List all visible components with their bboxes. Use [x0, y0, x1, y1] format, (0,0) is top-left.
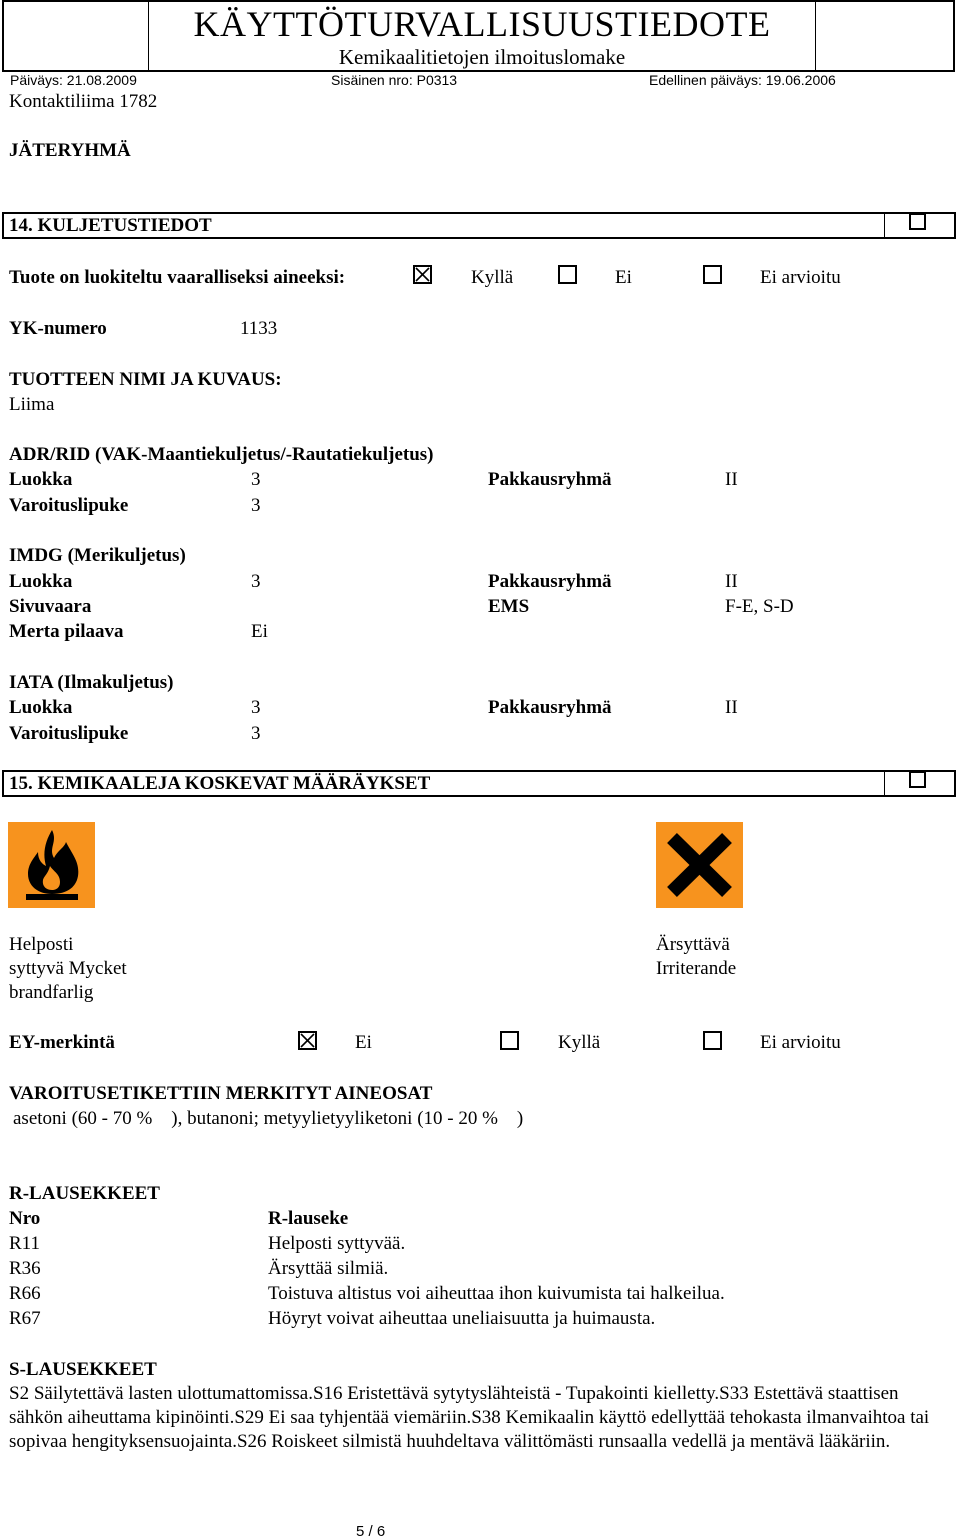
- r-phrase-number: R67: [9, 1308, 41, 1329]
- section-14-checkbox-cell: [884, 212, 954, 239]
- classified-not-assessed-checkbox[interactable]: [703, 265, 722, 284]
- adr-packing-group-value: II: [725, 469, 738, 490]
- r-phrases-column-no: Nro: [9, 1208, 41, 1229]
- classified-no-label: Ei: [615, 267, 632, 288]
- caption-line: Ärsyttävä: [656, 934, 730, 955]
- ec-no-checkbox[interactable]: [298, 1031, 317, 1050]
- r-phrases-heading: R-LAUSEKKEET: [9, 1183, 160, 1204]
- imdg-packing-group-value: II: [725, 571, 738, 592]
- classified-yes-label: Kyllä: [471, 267, 514, 288]
- r-phrase-text: Toistuva altistus voi aiheuttaa ihon kuivumista tai halkeilua.: [268, 1283, 725, 1304]
- classified-yes-checkbox[interactable]: [413, 265, 432, 284]
- check-x-icon: [415, 267, 430, 282]
- date-text: Päiväys: 21.08.2009: [10, 72, 137, 88]
- r-phrase-text: Höyryt voivat aiheuttaa uneliaisuutta ja huimausta.: [268, 1308, 656, 1329]
- imdg-marine-pollutant-label: Merta pilaava: [9, 621, 124, 642]
- irritant-x-icon: [656, 822, 743, 908]
- product-name: Kontaktiliima 1782: [9, 91, 158, 112]
- s-phrases-heading: S-LAUSEKKEET: [9, 1359, 157, 1380]
- page-number: 5 / 6: [356, 1523, 386, 1540]
- imdg-heading: IMDG (Merikuljetus): [9, 545, 186, 566]
- ec-not-assessed-label: Ei arvioitu: [760, 1032, 841, 1053]
- ec-no-label: Ei: [355, 1032, 372, 1053]
- imdg-subsidiary-risk-label: Sivuvaara: [9, 596, 92, 617]
- adr-class-value: 3: [251, 469, 261, 490]
- imdg-ems-value: F-E, S-D: [725, 596, 794, 617]
- iata-warning-label-label: Varoituslipuke: [9, 723, 129, 744]
- iata-heading: IATA (Ilmakuljetus): [9, 672, 174, 693]
- adr-heading: ADR/RID (VAK-Maantiekuljetus/-Rautatiekuljetus): [9, 444, 434, 465]
- un-number-value: 1133: [240, 318, 278, 339]
- imdg-class-label: Luokka: [9, 571, 73, 592]
- r-phrase-number: R36: [9, 1258, 41, 1279]
- caption-line: brandfarlig: [9, 982, 94, 1003]
- section-14-heading: 14. KULJETUSTIEDOT: [9, 215, 212, 236]
- classified-no-checkbox[interactable]: [558, 265, 577, 284]
- ingredients-heading: VAROITUSETIKETTIIN MERKITYT AINEOSAT: [9, 1083, 433, 1104]
- flammable-caption: [9, 933, 127, 1005]
- adr-warning-label-value: 3: [251, 495, 261, 516]
- imdg-marine-pollutant-value: Ei: [251, 621, 268, 642]
- ingredients-text: asetoni (60 - 70 % ), butanoni; metyylietyyliketoni (10 - 20 % ): [13, 1108, 524, 1129]
- product-description-label: TUOTTEEN NIMI JA KUVAUS:: [9, 369, 282, 390]
- iata-packing-group-label: Pakkausryhmä: [488, 697, 612, 718]
- document-title: KÄYTTÖTURVALLISUUSTIEDOTE: [193, 4, 771, 44]
- classified-not-assessed-label: Ei arvioitu: [760, 267, 841, 288]
- imdg-class-value: 3: [251, 571, 261, 592]
- iata-warning-label-value: 3: [251, 723, 261, 744]
- check-x-icon: [300, 1033, 315, 1048]
- s-phrases-text: S2 Säilytettävä lasten ulottumattomissa.S16 Eristettävä sytytyslähteistä - Tupakointi kielletty.S33 Estettävä staattisen sähkön aiheuttama kipinöinti.S29 Ei saa tyhjentää viemäriin.S38 Kemikaalin käyttö edellyttää tehokasta ilmanvaihtoa tai sopivaa hengityksensuojainta.S26 Roiskeet silmistä huuhdeltava välittömästi runsaalla vedellä ja mentävä lääkäriin.: [9, 1383, 930, 1452]
- classified-label: Tuote on luokiteltu vaaralliseksi aineeksi:: [9, 267, 346, 288]
- r-phrase-number: R11: [9, 1233, 40, 1254]
- caption-line: Irriterande: [656, 958, 737, 979]
- flame-icon: [8, 822, 95, 908]
- iata-class-value: 3: [251, 697, 261, 718]
- r-phrase-number: R66: [9, 1283, 41, 1304]
- iata-class-label: Luokka: [9, 697, 73, 718]
- previous-date-text: Edellinen päiväys: 19.06.2006: [649, 72, 836, 88]
- un-number-label: YK-numero: [9, 318, 107, 339]
- iata-packing-group-value: II: [725, 697, 738, 718]
- ec-label: EY-merkintä: [9, 1032, 115, 1053]
- adr-warning-label-label: Varoituslipuke: [9, 495, 129, 516]
- waste-group-heading: JÄTERYHMÄ: [9, 140, 131, 161]
- ec-yes-label: Kyllä: [558, 1032, 601, 1053]
- section-15-heading: 15. KEMIKAALEJA KOSKEVAT MÄÄRÄYKSET: [9, 773, 431, 794]
- r-phrase-text: Ärsyttää silmiä.: [268, 1258, 389, 1279]
- internal-number-text: Sisäinen nro: P0313: [331, 72, 458, 88]
- adr-packing-group-label: Pakkausryhmä: [488, 469, 612, 490]
- r-phrases-column-text: R-lauseke: [268, 1208, 349, 1229]
- section-15-checkbox[interactable]: [909, 771, 926, 788]
- caption-line: syttyvä Mycket: [9, 958, 127, 979]
- ec-yes-checkbox[interactable]: [500, 1031, 519, 1050]
- product-description-value: Liima: [9, 394, 55, 415]
- irritant-caption: [656, 933, 736, 981]
- section-14-checkbox[interactable]: [909, 213, 926, 230]
- ec-not-assessed-checkbox[interactable]: [703, 1031, 722, 1050]
- section-15-checkbox-cell: [884, 770, 954, 797]
- imdg-ems-label: EMS: [488, 596, 530, 617]
- imdg-packing-group-label: Pakkausryhmä: [488, 571, 612, 592]
- adr-class-label: Luokka: [9, 469, 73, 490]
- r-phrase-text: Helposti syttyvää.: [268, 1233, 406, 1254]
- document-subtitle: Kemikaalitietojen ilmoituslomake: [338, 45, 626, 69]
- caption-line: Helposti: [9, 934, 74, 955]
